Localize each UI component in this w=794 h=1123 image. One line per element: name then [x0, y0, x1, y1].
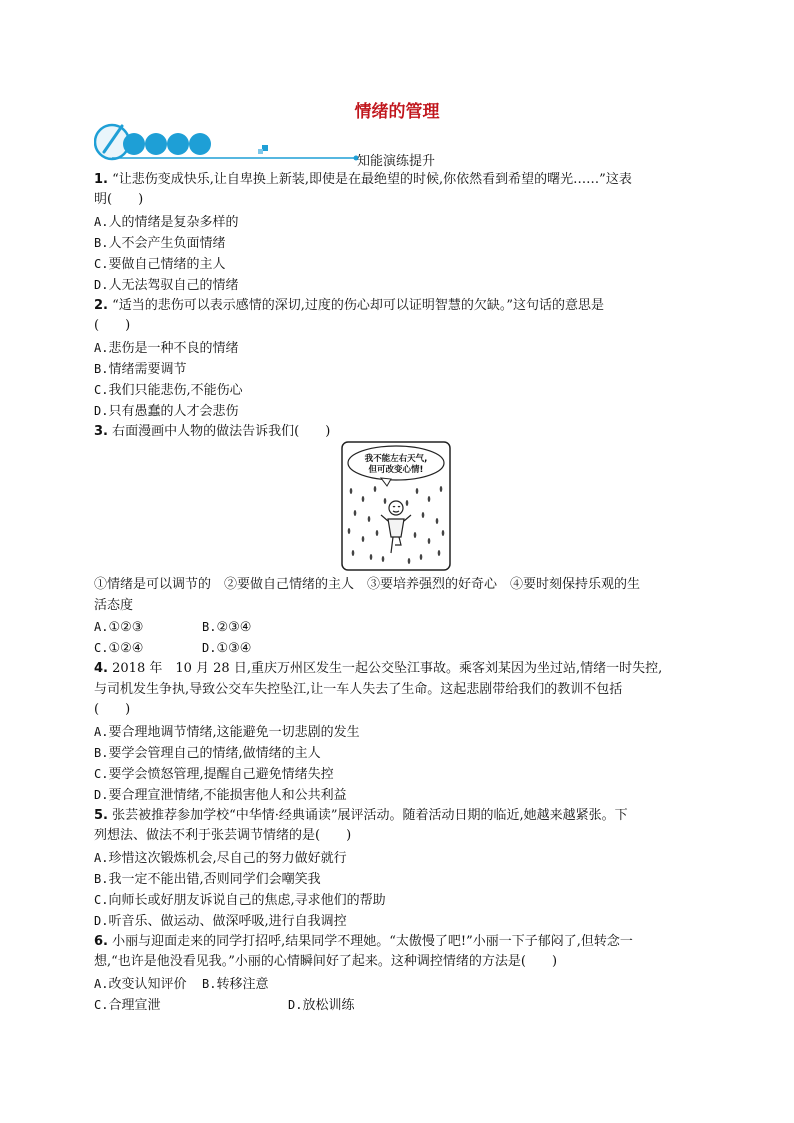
question-4-stem: 4. 2018 年 10 月 28 日,重庆万州区发生一起公交坠江事故。乘客刘某因为坐过站,情绪一时失控, — [94, 661, 663, 676]
question-6-option-d[interactable]: D.放松训练 — [288, 998, 355, 1013]
question-6-option-b[interactable]: B.转移注意 — [202, 977, 269, 992]
question-4-option-c[interactable]: C.要学会愤怒管理,提醒自己避免情绪失控 — [94, 767, 334, 782]
question-6-option-a[interactable]: A.改变认知评价 — [94, 977, 187, 992]
question-5-option-c[interactable]: C.向师长或好朋友诉说自己的焦虑,寻求他们的帮助 — [94, 893, 386, 908]
question-5-option-a[interactable]: A.珍惜这次锻炼机会,尽自己的努力做好就行 — [94, 851, 347, 866]
question-3-option-a[interactable]: A.①②③ — [94, 620, 144, 635]
question-1-stem-cont: 明( ) — [94, 192, 144, 207]
comic-speech-line-2: 但可改变心情! — [368, 465, 424, 475]
rain-comic-illustration — [341, 441, 451, 571]
question-6-stem-cont: 想,“也许是他没看见我。”小丽的心情瞬间好了起来。这种调控情绪的方法是( ) — [94, 954, 558, 969]
question-3-statements-cont: 活态度 — [94, 598, 134, 613]
question-4-option-b[interactable]: B.要学会管理自己的情绪,做情绪的主人 — [94, 746, 321, 761]
question-2-option-b[interactable]: B.情绪需要调节 — [94, 362, 187, 377]
question-4-option-d[interactable]: D.要合理宣泄情绪,不能损害他人和公共利益 — [94, 788, 347, 803]
question-1-option-d[interactable]: D.人无法驾驭自己的情绪 — [94, 278, 239, 293]
question-3-stem: 3. 右面漫画中人物的做法告诉我们( ) — [94, 424, 331, 439]
question-3-option-b[interactable]: B.②③④ — [202, 620, 252, 635]
question-6-stem: 6. 小丽与迎面走来的同学打招呼,结果同学不理她。“太傲慢了吧!”小丽一下子郁闷了,但转念一 — [94, 934, 633, 949]
page-title: 情绪的管理 — [354, 102, 440, 122]
question-3-option-c[interactable]: C.①②④ — [94, 641, 144, 656]
question-3-option-d[interactable]: D.①③④ — [202, 641, 252, 656]
question-4-stem-cont-2: ( ) — [94, 702, 131, 717]
question-4-stem-cont-1: 与司机发生争执,导致公交车失控坠江,让一车人失去了生命。这起悲剧带给我们的教训不包括 — [94, 682, 623, 697]
question-4-option-a[interactable]: A.要合理地调节情绪,这能避免一切悲剧的发生 — [94, 725, 360, 740]
question-2-option-c[interactable]: C.我们只能悲伤,不能伤心 — [94, 383, 243, 398]
question-5-stem-cont: 列想法、做法不利于张芸调节情绪的是( ) — [94, 828, 352, 843]
question-1-option-c[interactable]: C.要做自己情绪的主人 — [94, 257, 226, 272]
question-1-option-b[interactable]: B.人不会产生负面情绪 — [94, 236, 226, 251]
question-2-option-d[interactable]: D.只有愚蠢的人才会悲伤 — [94, 404, 239, 419]
question-5-option-d[interactable]: D.听音乐、做运动、做深呼吸,进行自我调控 — [94, 914, 347, 929]
question-2-option-a[interactable]: A.悲伤是一种不良的情绪 — [94, 341, 239, 356]
question-2-stem-cont: ( ) — [94, 318, 131, 333]
question-1-option-a[interactable]: A.人的情绪是复杂多样的 — [94, 215, 239, 230]
question-5-option-b[interactable]: B.我一定不能出错,否则同学们会嘲笑我 — [94, 872, 321, 887]
question-6-option-c[interactable]: C.合理宣泄 — [94, 998, 161, 1013]
banner-label: 知能演练提升 — [357, 154, 436, 169]
question-2-stem: 2. “适当的悲伤可以表示感情的深切,过度的伤心却可以证明智慧的欠缺。”这句话的意思是 — [94, 298, 605, 313]
question-1-stem: 1. “让悲伤变成快乐,让自卑换上新装,即使是在最绝望的时候,你依然看到希望的曙光……”这表 — [94, 172, 632, 187]
comic-speech-line-1: 我不能左右天气, — [364, 454, 428, 464]
question-3-statements: ①情绪是可以调节的 ②要做自己情绪的主人 ③要培养强烈的好奇心 ④要时刻保持乐观的生 — [94, 577, 641, 592]
question-5-stem: 5. 张芸被推荐参加学校“中华情·经典诵读”展评活动。随着活动日期的临近,她越来越紧张。下 — [94, 808, 628, 823]
